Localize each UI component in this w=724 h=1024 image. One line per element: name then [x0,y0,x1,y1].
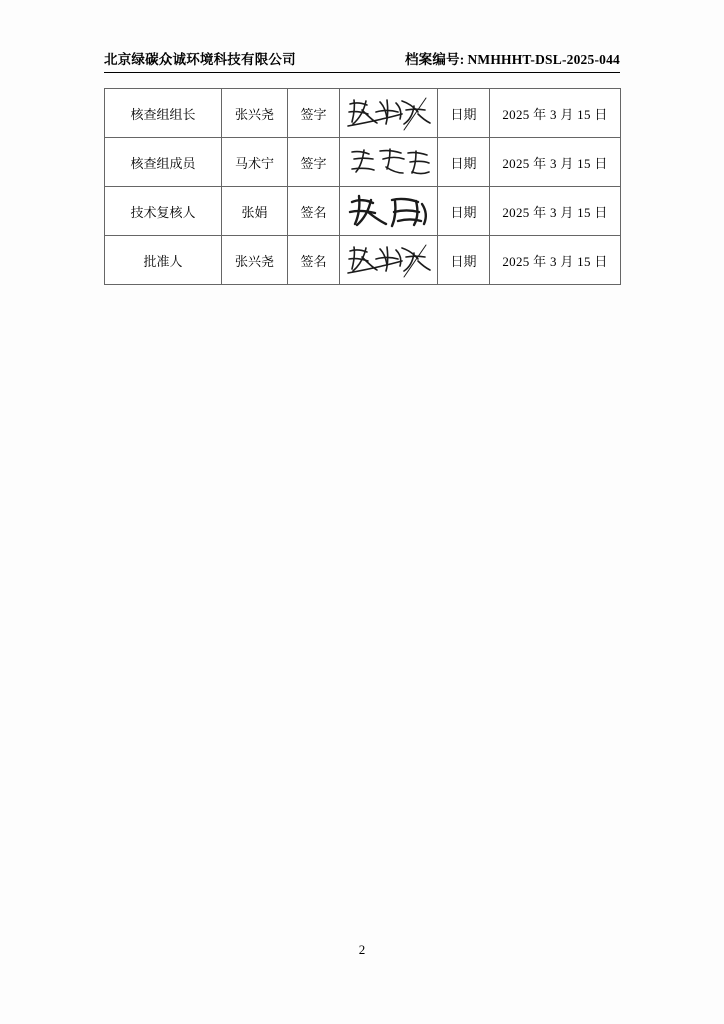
row-role: 批准人 [105,236,222,285]
header-company-name: 北京绿碳众诚环境科技有限公司 [104,52,296,67]
row-signature-cell [340,187,438,236]
row-date: 2025 年 3 月 15 日 [490,89,621,138]
row-date: 2025 年 3 月 15 日 [490,138,621,187]
row-date-label: 日期 [438,138,490,187]
row-sign-label: 签名 [288,236,340,285]
signature-table [104,88,621,285]
row-date: 2025 年 3 月 15 日 [490,187,621,236]
row-sign-label: 签字 [288,89,340,138]
page-header [104,48,620,68]
archive-number-label: 档案编号: [404,52,465,67]
row-date: 2025 年 3 月 15 日 [490,236,621,285]
row-role: 核查组成员 [105,138,222,187]
row-name: 张兴尧 [222,89,288,138]
header-divider [104,72,620,73]
table-row [105,187,621,236]
row-date-label: 日期 [438,236,490,285]
row-name: 张娟 [222,187,288,236]
row-sign-label: 签名 [288,187,340,236]
signature-zhang-juan [340,188,437,234]
archive-number-value: NMHHHT-DSL-2025-044 [467,52,620,67]
row-role: 核查组组长 [105,89,222,138]
header-archive-number [405,48,620,68]
row-role: 技术复核人 [105,187,222,236]
table-row [105,236,621,285]
signature-zhang-xingyao-2 [340,237,437,283]
row-signature-cell [340,236,438,285]
signature-ma-shuning [340,139,437,185]
page-number: 2 [358,942,366,957]
row-name: 马术宁 [222,138,288,187]
row-sign-label: 签字 [288,138,340,187]
table-row [105,89,621,138]
row-signature-cell [340,138,438,187]
row-name: 张兴尧 [222,236,288,285]
row-signature-cell [340,89,438,138]
row-date-label: 日期 [438,89,490,138]
table-row [105,138,621,187]
row-date-label: 日期 [438,187,490,236]
signature-zhang-xingyao [340,90,437,136]
